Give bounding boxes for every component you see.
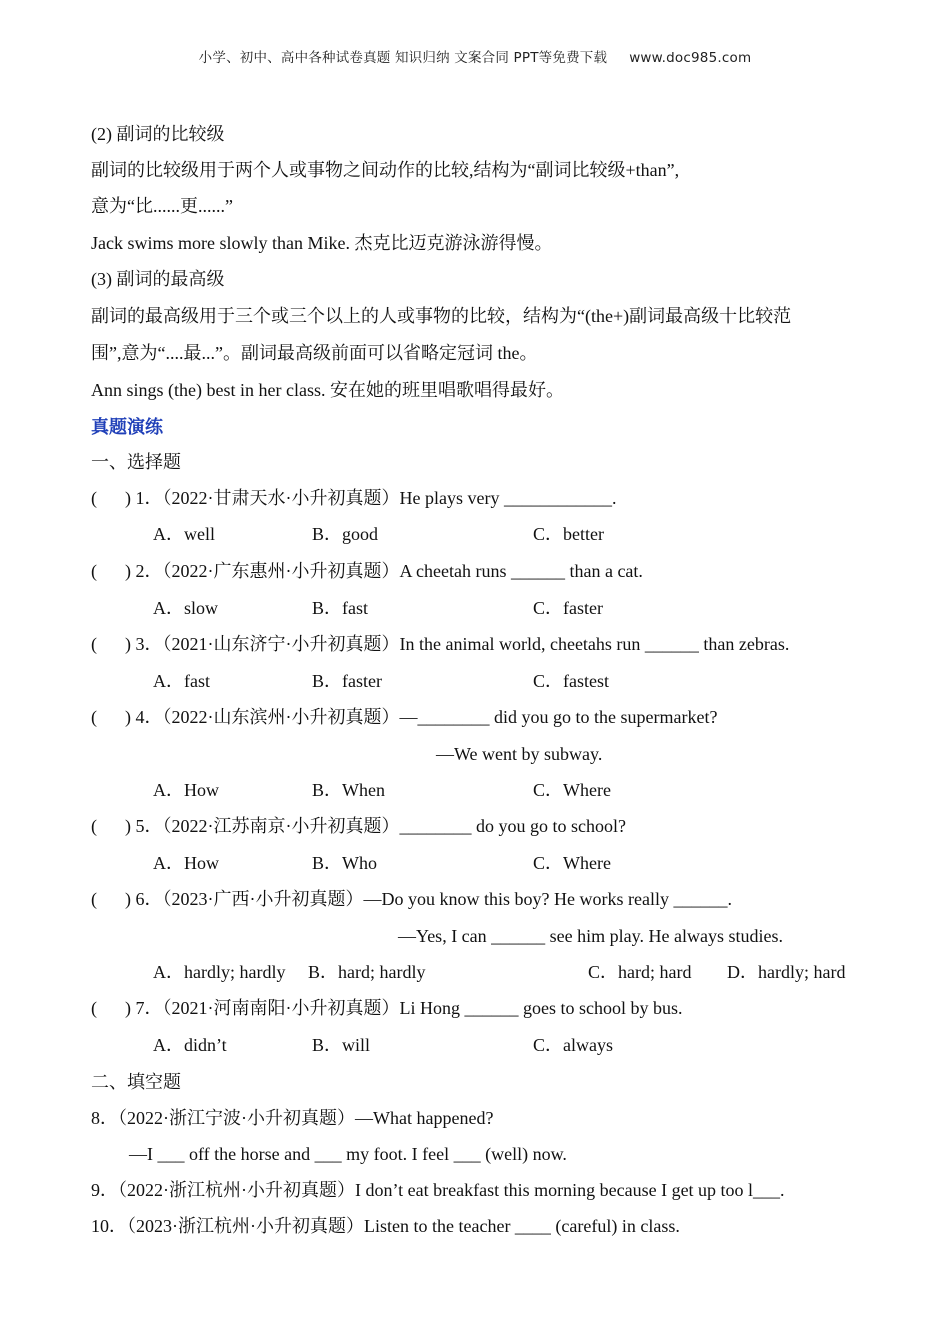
question-source: （2023·浙江杭州·小升初真题） xyxy=(127,1216,364,1236)
question-1 xyxy=(91,487,616,509)
question-text: He plays very ____________. xyxy=(399,488,617,508)
question-text: Li Hong ______ goes to school by bus. xyxy=(399,998,683,1018)
answer-blank: ( xyxy=(91,707,97,727)
question-text: In the animal world, cheetahs run ______ than zebras. xyxy=(399,634,790,654)
question-source: （2021·河南南阳·小升初真题） xyxy=(162,998,400,1018)
answer-blank: ( xyxy=(91,561,97,581)
question-text: A cheetah runs ______ than a cat. xyxy=(399,561,643,581)
q2-option-b: B．fast xyxy=(312,598,368,618)
question-source: （2022·浙江杭州·小升初真题） xyxy=(118,1180,355,1200)
q5-option-c: C．Where xyxy=(533,853,611,873)
question-number: ) 1． xyxy=(125,488,163,508)
question-number: ) 3． xyxy=(125,634,163,654)
answer-blank: ( xyxy=(91,634,97,654)
q8-response: —I ___ off the horse and ___ my foot. I feel ___ (well) now. xyxy=(129,1144,567,1164)
header-text: 小学、初中、高中各种试卷真题 知识归纳 文案合同 PPT等免费下载 xyxy=(198,50,608,66)
answer-blank: ( xyxy=(91,488,97,508)
q4-option-c: C．Where xyxy=(533,780,611,800)
q4-option-a: A．How xyxy=(153,780,219,800)
q5-option-a: A．How xyxy=(153,853,219,873)
answer-blank: ( xyxy=(91,998,97,1018)
q7-option-b: B．will xyxy=(312,1035,371,1055)
comparative-desc-1: 副词的比较级用于两个人或事物之间动作的比较,结构为“副词比较级+than”, xyxy=(91,160,680,180)
comparative-desc-2: 意为“比......更......” xyxy=(91,196,233,216)
question-number: ) 7． xyxy=(125,998,163,1018)
q3-option-c: C．fastest xyxy=(533,671,609,691)
q6-option-b: B．hard; hardly xyxy=(308,962,426,982)
question-5 xyxy=(91,815,626,837)
superlative-example: Ann sings (the) best in her class. 安在她的班里唱歌唱得最好。 xyxy=(91,380,564,400)
question-source: （2022·浙江宁波·小升初真题） xyxy=(118,1108,355,1128)
q2-option-c: C．faster xyxy=(533,598,603,618)
q3-option-b: B．faster xyxy=(312,671,382,691)
question-3 xyxy=(91,633,789,655)
section-choice-title: 一、选择题 xyxy=(91,452,181,472)
question-number: 8． xyxy=(91,1108,118,1128)
question-2 xyxy=(91,560,643,582)
header-url: www.doc985.com xyxy=(629,50,752,66)
question-text: —What happened? xyxy=(355,1108,494,1128)
q1-option-b: B．good xyxy=(312,524,379,544)
question-number: ) 4． xyxy=(125,707,163,727)
question-number: 9． xyxy=(91,1180,118,1200)
question-9 xyxy=(91,1179,785,1201)
q4-option-b: B．When xyxy=(312,780,385,800)
superlative-desc-2: 围”,意为“....最...”。副词最高级前面可以省略定冠词 the。 xyxy=(91,343,538,363)
superlative-heading: (3) 副词的最高级 xyxy=(91,269,225,289)
q1-option-a: A．well xyxy=(153,524,215,544)
question-text: I don’t eat breakfast this morning because I get up too l___. xyxy=(355,1180,785,1200)
q3-option-a: A．fast xyxy=(153,671,210,691)
answer-blank: ( xyxy=(91,816,97,836)
answer-blank: ( xyxy=(91,889,97,909)
q5-option-b: B．Who xyxy=(312,853,377,873)
question-text: —Do you know this boy? He works really ______. xyxy=(363,889,732,909)
q6-option-d: D．hardly; hard xyxy=(727,962,846,982)
q6-response: —Yes, I can ______ see him play. He always studies. xyxy=(398,926,783,946)
question-10 xyxy=(91,1215,680,1237)
page-header xyxy=(0,46,950,66)
q2-option-a: A．slow xyxy=(153,598,219,618)
question-text: —________ did you go to the supermarket? xyxy=(399,707,718,727)
question-6 xyxy=(91,888,732,910)
practice-title: 真题演练 xyxy=(91,417,163,437)
superlative-desc-1: 副词的最高级用于三个或三个以上的人或事物的比较，结构为“(the+)副词最高级十比较范 xyxy=(91,306,792,326)
q6-option-a: A．hardly; hardly xyxy=(153,962,286,982)
question-4 xyxy=(91,706,717,728)
question-source: （2022·广东惠州·小升初真题） xyxy=(162,561,400,581)
question-source: （2022·江苏南京·小升初真题） xyxy=(162,816,400,836)
question-number: ) 2． xyxy=(125,561,163,581)
q7-option-c: C．always xyxy=(533,1035,613,1055)
question-7 xyxy=(91,997,683,1019)
question-8 xyxy=(91,1107,493,1129)
q6-option-c: C．hard; hard xyxy=(588,962,692,982)
q7-option-a: A．didn’t xyxy=(153,1035,227,1055)
question-number: 10． xyxy=(91,1216,127,1236)
question-text: ________ do you go to school? xyxy=(399,816,626,836)
question-text: Listen to the teacher ____ (careful) in class. xyxy=(364,1216,680,1236)
question-number: ) 6． xyxy=(125,889,163,909)
section-fill-title: 二、填空题 xyxy=(91,1072,181,1092)
q4-response: —We went by subway. xyxy=(436,744,603,764)
question-number: ) 5． xyxy=(125,816,163,836)
question-source: （2021·山东济宁·小升初真题） xyxy=(162,634,400,654)
question-source: （2022·山东滨州·小升初真题） xyxy=(162,707,400,727)
comparative-example: Jack swims more slowly than Mike. 杰克比迈克游泳游得慢。 xyxy=(91,233,553,253)
comparative-heading: (2) 副词的比较级 xyxy=(91,124,225,144)
question-source: （2023·广西·小升初真题） xyxy=(162,889,364,909)
question-source: （2022·甘肃天水·小升初真题） xyxy=(162,488,400,508)
q1-option-c: C．better xyxy=(533,524,604,544)
